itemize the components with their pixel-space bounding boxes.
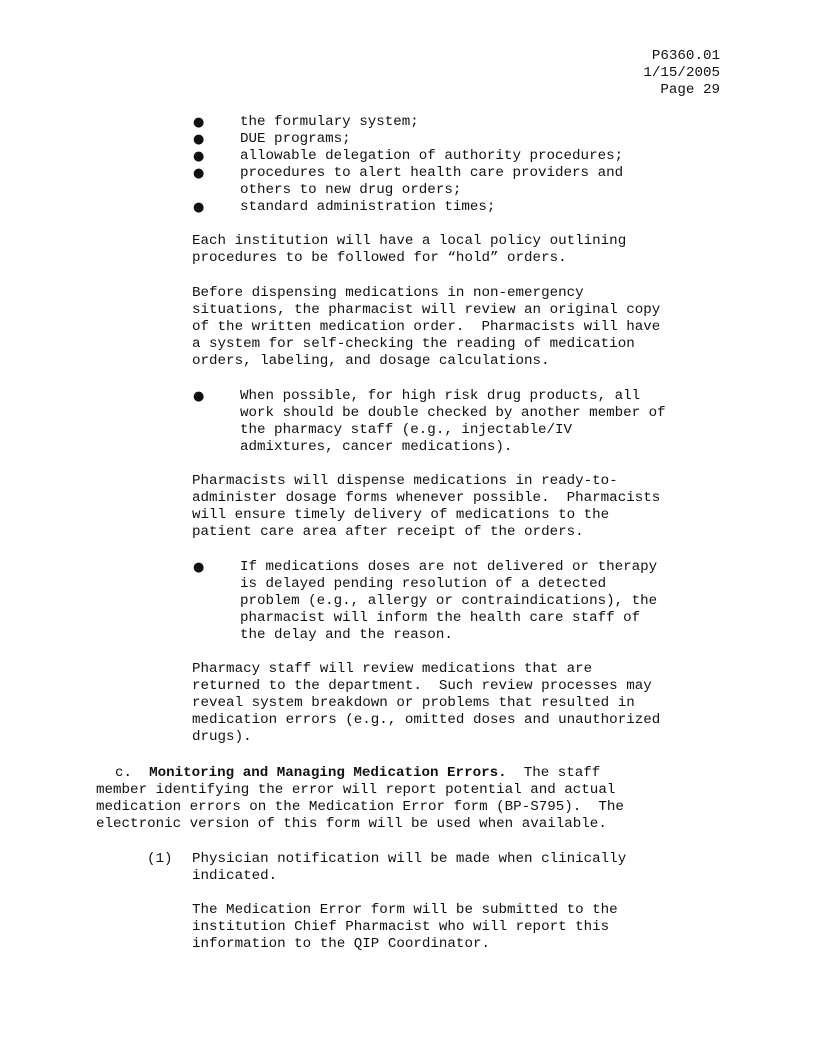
paragraph-line: Each institution will have a local policy outlining bbox=[192, 233, 627, 249]
bullet-icon: ● bbox=[193, 132, 205, 147]
list-item-continuation: admixtures, cancer medications). bbox=[240, 439, 513, 455]
list-item-continuation: others to new drug orders; bbox=[240, 182, 462, 198]
paragraph-line: member identifying the error will report potential and actual bbox=[96, 782, 616, 798]
list-item: procedures to alert health care providers and bbox=[240, 165, 624, 181]
paragraph-line: medication errors (e.g., omitted doses and unauthorized bbox=[192, 712, 661, 728]
list-item-continuation: problem (e.g., allergy or contraindications), the bbox=[240, 593, 658, 609]
bullet-icon: ● bbox=[193, 115, 205, 130]
list-item: When possible, for high risk drug products, all bbox=[240, 388, 641, 404]
section-title: Monitoring and Managing Medication Errors. bbox=[149, 765, 507, 781]
paragraph-line: a system for self-checking the reading of medication bbox=[192, 336, 635, 352]
paragraph-line: orders, labeling, and dosage calculations. bbox=[192, 353, 550, 369]
list-item: allowable delegation of authority procedures; bbox=[240, 148, 624, 164]
paragraph-line: Pharmacy staff will review medications that are bbox=[192, 661, 593, 677]
paragraph-line: reveal system breakdown or problems that resulted in bbox=[192, 695, 635, 711]
item-label: (1) bbox=[147, 851, 173, 867]
paragraph-line: electronic version of this form will be used when available. bbox=[96, 816, 607, 832]
list-item-continuation: pharmacist will inform the health care staff of bbox=[240, 610, 641, 626]
paragraph-line: situations, the pharmacist will review an original copy bbox=[192, 302, 661, 318]
bullet-icon: ● bbox=[193, 200, 205, 215]
page-number: Page 29 bbox=[660, 82, 720, 98]
list-item: If medications doses are not delivered or therapy bbox=[240, 559, 658, 575]
bullet-icon: ● bbox=[193, 166, 205, 181]
paragraph-line: procedures to be followed for “hold” orders. bbox=[192, 250, 567, 266]
document-number: P6360.01 bbox=[651, 48, 720, 64]
paragraph-line: Before dispensing medications in non-emergency bbox=[192, 285, 584, 301]
bullet-icon: ● bbox=[193, 389, 205, 404]
paragraph-line: medication errors on the Medication Error form (BP-S795). The bbox=[96, 799, 624, 815]
section-c-first-line bbox=[115, 765, 600, 782]
paragraph-line: returned to the department. Such review processes may bbox=[192, 678, 652, 694]
paragraph-line: The Medication Error form will be submitted to the bbox=[192, 902, 618, 918]
list-item-continuation: the delay and the reason. bbox=[240, 627, 453, 643]
bullet-icon: ● bbox=[193, 560, 205, 575]
list-item-continuation: the pharmacy staff (e.g., injectable/IV bbox=[240, 422, 573, 438]
paragraph-line: will ensure timely delivery of medications to the bbox=[192, 507, 610, 523]
paragraph-line: administer dosage forms whenever possible. Pharmacists bbox=[192, 490, 661, 506]
bullet-icon: ● bbox=[193, 149, 205, 164]
paragraph-line: indicated. bbox=[192, 868, 278, 884]
section-label: c. bbox=[115, 765, 133, 781]
paragraph-line: drugs). bbox=[192, 729, 252, 745]
paragraph-line: of the written medication order. Pharmacists will have bbox=[192, 319, 661, 335]
list-item: the formulary system; bbox=[240, 114, 419, 130]
document-date: 1/15/2005 bbox=[643, 65, 720, 81]
paragraph-line: institution Chief Pharmacist who will report this bbox=[192, 919, 610, 935]
list-item: standard administration times; bbox=[240, 199, 496, 215]
list-item: DUE programs; bbox=[240, 131, 351, 147]
paragraph-line: Pharmacists will dispense medications in ready-to- bbox=[192, 473, 618, 489]
paragraph-line: Physician notification will be made when clinically bbox=[192, 851, 627, 867]
section-first-line-text: The staff bbox=[523, 765, 601, 781]
list-item-continuation: work should be double checked by another member of bbox=[240, 405, 666, 421]
paragraph-line: patient care area after receipt of the orders. bbox=[192, 524, 584, 540]
paragraph-line: information to the QIP Coordinator. bbox=[192, 936, 490, 952]
list-item-continuation: is delayed pending resolution of a detected bbox=[240, 576, 607, 592]
